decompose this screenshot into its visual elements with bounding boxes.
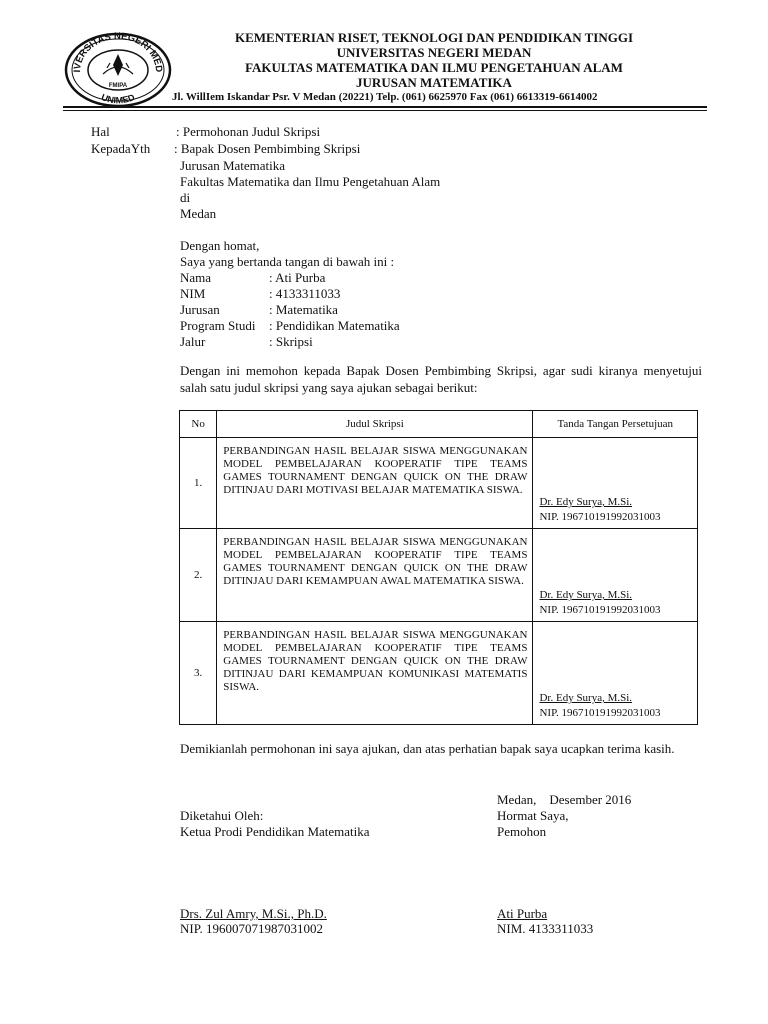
- university-name: UNIVERSITAS NEGERI MEDAN: [336, 45, 532, 60]
- kepada-value: : Bapak Dosen Pembimbing Skripsi: [174, 141, 361, 156]
- applicant-name: Ati Purba: [497, 906, 548, 921]
- greeting: Dengan homat,: [180, 238, 260, 253]
- place-date: Medan, Desember 2016: [497, 792, 632, 807]
- letterhead-divider-thin: [63, 110, 707, 111]
- thesis-title: PERBANDINGAN HASIL BELAJAR SISWA MENGGUNAKAN MODEL PEMBELAJARAN KOOPERATIF TIPE TEAMS GAMES TOURNAMENT DENGAN QUICK ON THE DRAW DITINJAU DARI MOTIVASI BELAJAR MATEMATIKA SISWA.: [223, 445, 528, 496]
- acknowledger-nip: NIP. 196007071987031002: [180, 921, 324, 936]
- signer-nip: NIP. 196710191992031003: [539, 603, 661, 616]
- department-name: JURUSAN MATEMATIKA: [356, 75, 512, 90]
- university-logo: [63, 30, 173, 106]
- hal-value: : Permohonan Judul Skripsi: [176, 124, 321, 139]
- thesis-title: PERBANDINGAN HASIL BELAJAR SISWA MENGGUNAKAN MODEL PEMBELAJARAN KOOPERATIF TIPE TEAMS GAMES TOURNAMENT DENGAN QUICK ON THE DRAW DITINJAU DARI KEMAMPUAN AWAL MATEMATIKA SISWA.: [223, 536, 528, 587]
- identity-label: Nama: [180, 270, 212, 285]
- recipient-line: Fakultas Matematika dan Ilmu Pengetahuan Alam: [180, 174, 441, 189]
- header-signature: Tanda Tangan Persetujuan: [533, 411, 698, 438]
- logo-ring-bottom-text: UNIMED: [99, 92, 137, 106]
- header-no: No: [180, 411, 217, 438]
- letterhead-divider: [63, 106, 707, 108]
- thesis-title-table: [179, 410, 698, 725]
- applicant-nim: NIM. 4133311033: [497, 921, 594, 936]
- intro-text: Saya yang bertanda tangan di bawah ini :: [180, 254, 395, 269]
- applicant-role: Pemohon: [497, 824, 547, 839]
- acknowledger-role: Ketua Prodi Pendidikan Matematika: [180, 824, 370, 839]
- identity-value: : Skripsi: [269, 334, 313, 349]
- row-number: 2.: [180, 529, 217, 622]
- closing-salutation: Hormat Saya,: [497, 808, 569, 823]
- request-paragraph: Dengan ini memohon kepada Bapak Dosen Pembimbing Skripsi, agar sudi kiranya menyetujui salah satu judul skripsi yang saya ajukan sebagai berikut:: [180, 363, 702, 395]
- acknowledger-name: Drs. Zul Amry, M.Si., Ph.D.: [180, 906, 327, 921]
- row-number: 3.: [180, 622, 217, 725]
- identity-label: Program Studi: [180, 318, 256, 333]
- logo-faculty-text: FMIPA: [108, 83, 128, 89]
- identity-label: Jurusan: [180, 302, 220, 317]
- table-row: [180, 438, 698, 529]
- header-title: Judul Skripsi: [217, 411, 533, 438]
- signer-name: Dr. Edy Surya, M.Si.: [539, 496, 633, 508]
- address-line: Jl. WillIem Iskandar Psr. V Medan (20221) Telp. (061) 6625970 Fax (061) 6613319-6614002: [172, 91, 598, 103]
- table-row: [180, 622, 698, 725]
- thesis-title: PERBANDINGAN HASIL BELAJAR SISWA MENGGUNAKAN MODEL PEMBELAJARAN KOOPERATIF TIPE TEAMS GAMES TOURNAMENT DENGAN QUICK ON THE DRAW DITINJAU DARI KEMAMPUAN KOMUNIKASI MATEMATIS SISWA.: [223, 629, 528, 693]
- identity-label: Jalur: [180, 334, 206, 349]
- signer-nip: NIP. 196710191992031003: [539, 706, 661, 719]
- acknowledged-label: Diketahui Oleh:: [180, 808, 264, 823]
- closing-paragraph: Demikianlah permohonan ini saya ajukan, dan atas perhatian bapak saya ucapkan terima kasih.: [180, 741, 675, 756]
- table-row: [180, 529, 698, 622]
- recipient-line: Medan: [180, 206, 217, 221]
- row-number: 1.: [180, 438, 217, 529]
- identity-value: : Pendidikan Matematika: [269, 318, 400, 333]
- ministry-name: KEMENTERIAN RISET, TEKNOLOGI DAN PENDIDIKAN TINGGI: [234, 30, 634, 45]
- identity-value: : Matematika: [269, 302, 338, 317]
- identity-label: NIM: [180, 286, 206, 301]
- recipient-line: Jurusan Matematika: [180, 158, 286, 173]
- faculty-name: FAKULTAS MATEMATIKA DAN ILMU PENGETAHUAN ALAM: [245, 60, 623, 75]
- kepada-label: KepadaYth: [91, 141, 151, 156]
- identity-value: : Ati Purba: [269, 270, 326, 285]
- signer-nip: NIP. 196710191992031003: [539, 510, 661, 523]
- signer-name: Dr. Edy Surya, M.Si.: [539, 692, 633, 704]
- hal-label: Hal: [91, 124, 110, 139]
- identity-value: : 4133311033: [269, 286, 341, 301]
- signer-name: Dr. Edy Surya, M.Si.: [539, 589, 633, 601]
- recipient-line: di: [180, 190, 191, 205]
- logo-ring-top-text: IVERSITAS NEGERI MED: [71, 30, 165, 73]
- table-header-row: [180, 411, 698, 438]
